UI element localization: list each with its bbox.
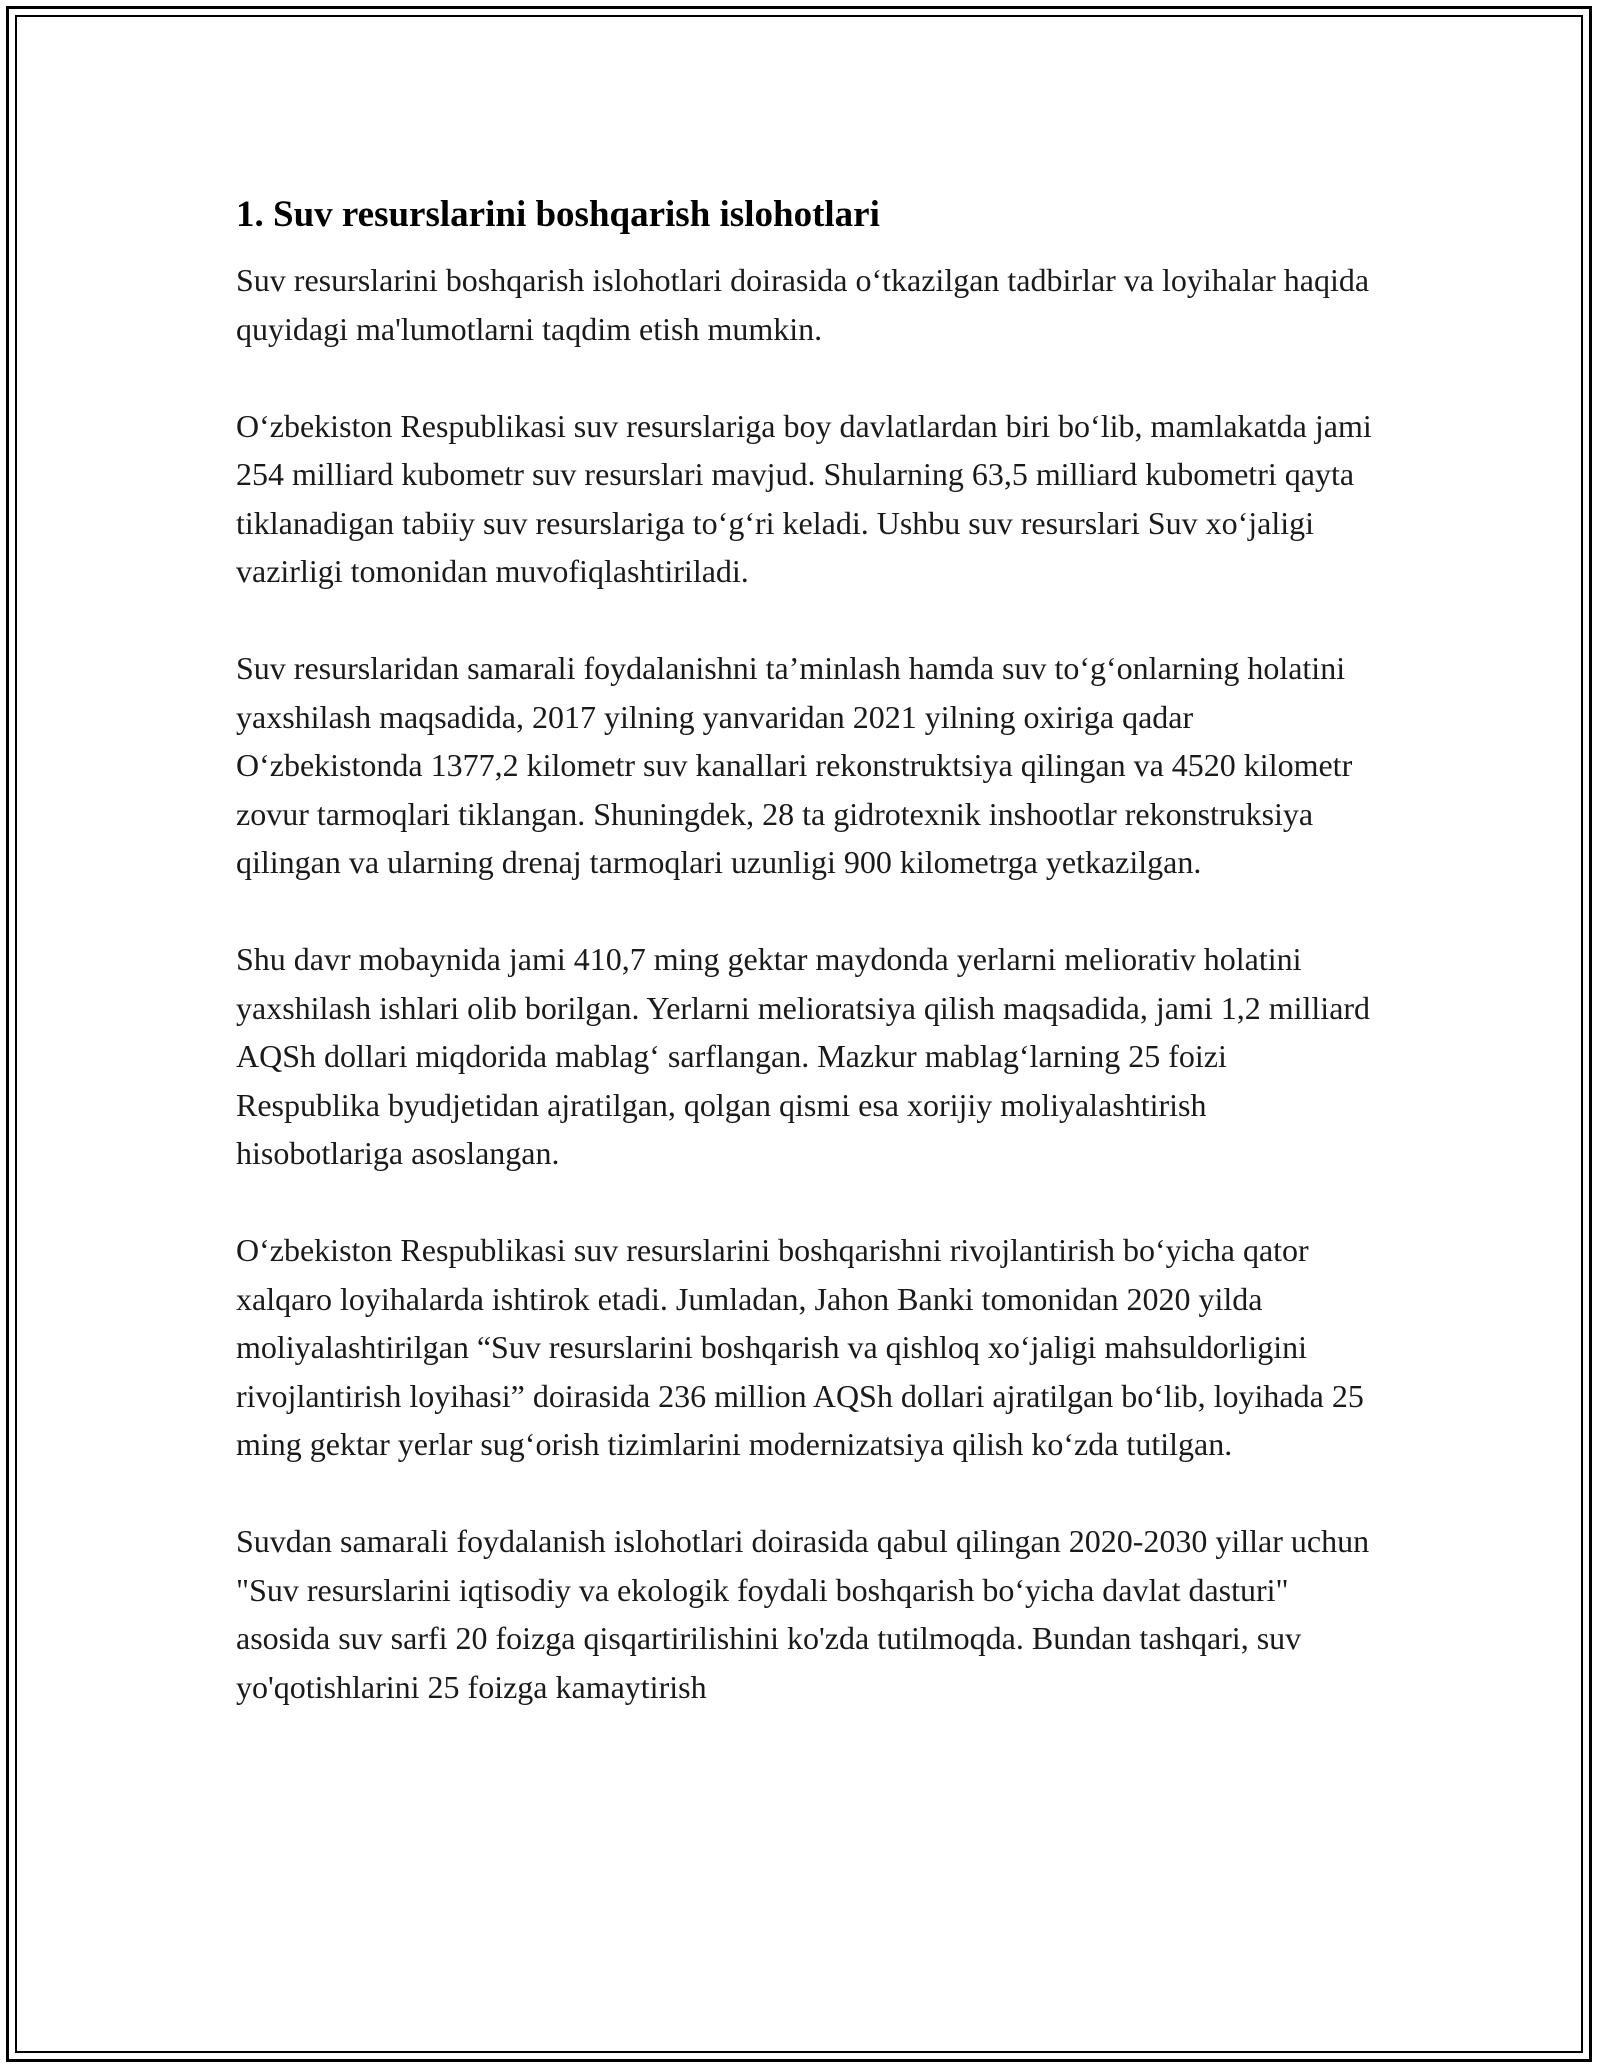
paragraph-international-projects: O‘zbekiston Respublikasi suv resurslarini boshqarishni rivojlantirish bo‘yicha qator xalqaro loyihalarda ishtirok etadi. Jumladan, Jahon Banki tomonidan 2020 yilda moliyalashtirilgan “Suv resurslarini boshqarish va qishloq xo‘jaligi mahsuldorligini rivojlantirish loyihasi” doirasida 236 million AQSh dollari ajratilgan bo‘lib, loyihada 25 ming gektar yerlar sug‘orish tizimlarini modernizatsiya qilish ko‘zda tutilgan. — [236, 1232, 1364, 1462]
paragraph-state-program: Suvdan samarali foydalanish islohotlari doirasida qabul qilingan 2020-2030 yillar uchun "Suv resurslarini iqtisodiy va ekologik foydali boshqarish bo‘yicha davlat dasturi" asosida suv sarfi 20 foizga qisqartirilishini ko'zda tutilmoqda. Bundan tashqari, suv yo'qotishlarini 25 foizga kamaytirish — [236, 1523, 1370, 1705]
section-heading: 1. Suv resurslarini boshqarish islohotlari — [236, 194, 880, 235]
paragraph-intro: Suv resurslarini boshqarish islohotlari doirasida o‘tkazilgan tadbirlar va loyihalar haqida quyidagi ma'lumotlarni taqdim etish mumkin. — [236, 262, 1370, 347]
document-body — [236, 186, 1376, 1711]
paragraph-canal-reconstruction: Suv resurslaridan samarali foydalanishni ta’minlash hamda suv to‘g‘onlarning holatini yaxshilash maqsadida, 2017 yilning yanvaridan 2021 yilning oxiriga qadar O‘zbekistonda 1377,2 kilometr suv kanallari rekonstruktsiya qilingan va 4520 kilometr zovur tarmoqlari tiklangan. Shuningdek, 28 ta gidrotexnik inshootlar rekonstruksiya qilingan va ularning drenaj tarmoqlari uzunligi 900 kilometrga yetkazilgan. — [236, 650, 1353, 880]
paragraph-land-melioration: Shu davr mobaynida jami 410,7 ming gektar maydonda yerlarni meliorativ holatini yaxshilash ishlari olib borilgan. Yerlarni melioratsiya qilish maqsadida, jami 1,2 milliard AQSh dollari miqdorida mablag‘ sarflangan. Mazkur mablag‘larning 25 foizi Respublika byudjetidan ajratilgan, qolgan qismi esa xorijiy moliyalashtirish hisobotlariga asoslangan. — [236, 941, 1371, 1171]
paragraph-water-resources: O‘zbekiston Respublikasi suv resurslariga boy davlatlardan biri bo‘lib, mamlakatda jami 254 milliard kubometr suv resurslari mavjud. Shularning 63,5 milliard kubometri qayta tiklanadigan tabiiy suv resurslariga to‘g‘ri keladi. Ushbu suv resurslari Suv xo‘jaligi vazirligi tomonidan muvofiqlashtiriladi. — [236, 407, 1372, 589]
